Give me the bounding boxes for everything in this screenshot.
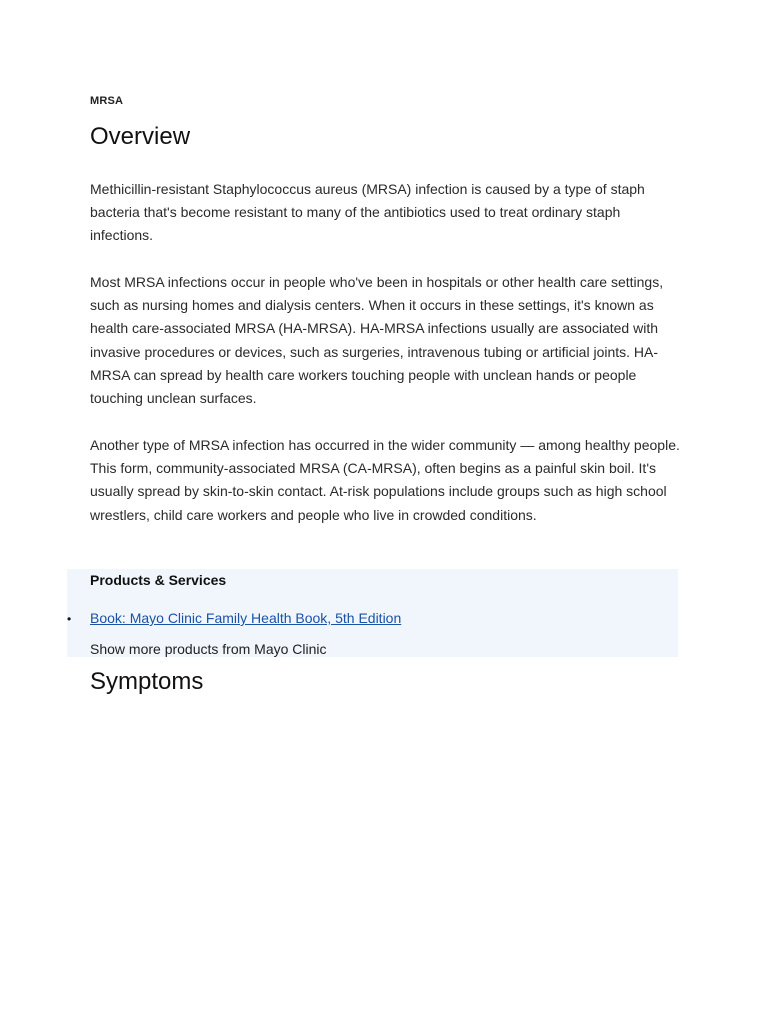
products-services-panel — [67, 569, 678, 657]
paragraph-intro: Methicillin-resistant Staphylococcus aureus (MRSA) infection is caused by a type of staph bacteria that's become resistant to many of the antibiotics used to treat ordinary staph infections. — [90, 181, 645, 244]
paragraph-ca-mrsa: Another type of MRSA infection has occurred in the wider community — among healthy people. This form, community-associated MRSA (CA-MRSA), often begins as a painful skin boil. It's usually spread by skin-to-skin contact. At-risk populations include groups such as high school wrestlers, child care workers and people who live in crowded conditions. — [90, 437, 680, 523]
list-bullet: • — [67, 612, 72, 626]
overview-heading: Overview — [90, 123, 191, 150]
products-services-title: Products & Services — [90, 572, 227, 588]
paragraph-ha-mrsa: Most MRSA infections occur in people who've been in hospitals or other health care settings, such as nursing homes and dialysis centers. When it occurs in these settings, it's known as health care-associated MRSA (HA-MRSA). HA-MRSA infections usually are associated with invasive procedures or devices, such as surgeries, intravenous tubing or artificial joints. HA-MRSA can spread by health care workers touching people with unclean hands or people touching unclean surfaces. — [90, 274, 664, 407]
document-label: MRSA — [90, 95, 124, 107]
product-link-family-health-book[interactable]: Book: Mayo Clinic Family Health Book, 5th Edition — [90, 610, 402, 626]
show-more-products-text: Show more products from Mayo Clinic — [90, 641, 327, 657]
symptoms-heading: Symptoms — [90, 668, 204, 695]
